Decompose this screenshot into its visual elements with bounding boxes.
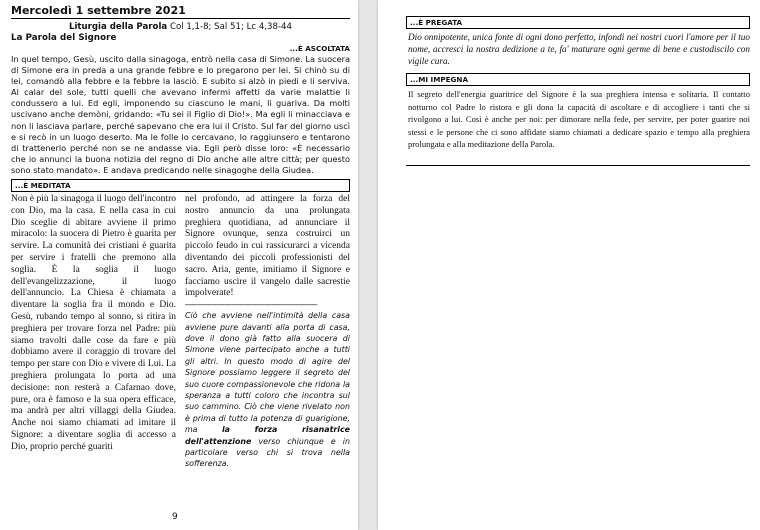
ascoltata-label: ...È ASCOLTATA	[289, 44, 350, 53]
right-page	[378, 0, 760, 530]
reflection-bold-phrase: la forza risanatrice dell'attenzione	[185, 425, 350, 446]
closing-rule	[406, 165, 750, 166]
dashed-divider: -------------------------------------------------------------	[185, 300, 318, 310]
impegna-header: ...MI IMPEGNA	[406, 73, 750, 86]
meditation-column-2	[185, 194, 350, 470]
left-page	[0, 0, 358, 530]
reflection-italic-text	[185, 310, 350, 470]
reflection-text-part-2: verso chiunque e in particolare verso chi si trova nella sofferenza.	[185, 436, 350, 469]
liturgy-references: Col 1,1-8; Sal 51; Lc 4,38-44	[169, 22, 292, 32]
commitment-text: Il segreto dell'energia guaritrice del Signore è la sua preghiera intensa e solitaria. Il contatto notturno col Padre lo ristora e gli dona la capacità di ascoltare e di accogliere i tanti che si rivolgono a lui. Così è anche per noi: per dimorare nella fede, per servire, per poter guarire noi stessi e le persone che ci sono affidate siamo chiamati a dedicare spazio e tempo alla preghiera prolungata e alla meditazione della Parola.	[408, 89, 750, 149]
reflection-text-part-1: Ciò che avviene nell'intimità della casa avviene pure davanti alla porta di casa, dove il dono già fatto alla suocera di Simone viene partecipato anche a tutti gli altri. In questo modo di agire del Signore possiamo leggere il segreto del suo cuore compassionevole che ridona la speranza a tutti coloro che incontra sul suo cammino. Ciò che viene rivelato non è prima di tutto la potenza di guarigione, ma	[185, 311, 350, 435]
impegna-section	[406, 73, 750, 151]
prayer-text: Dio onnipotente, unica fonte di ogni dono perfetto, infondi nei nostri cuori l'amore per il tuo nome, accresci la nostra dedizione a te, fa' maturare ogni germe di bene e custodiscilo con vigile cura.	[408, 32, 750, 66]
liturgy-line	[11, 21, 350, 33]
date-heading: Mercoledì 1 settembre 2021	[11, 4, 350, 19]
gospel-text: In quel tempo, Gesù, uscito dalla sinagoga, entrò nella casa di Simone. La suocera di Simone era in preda a una grande febbre e lo pregarono per lei. Si chinò su di lei, comandò alla febbre e la febbre la lasciò. E subito si alzò in piedi e li serviva. Al calar del sole, tutti quelli che avevano infermi affetti da varie malattie li condussero a lui. Ed egli, imponendo su ciascuno le mani, li guariva. Da molti uscivano anche demòni, gridando: «Tu sei il Figlio di Dio!». Ma egli li minacciava e non li lasciava parlare, perché sapevano che era lui il Cristo. Sul far del giorno uscì e si recò in un luogo deserto. Ma le folle lo cercavano, lo raggiunsero e tentarono di trattenerlo perché non se ne andasse via. Egli però disse loro: «È necessario che io annunci la buona notizia del regno di Dio anche alle altre città; per questo sono stato mandato». E andava predicando nelle sinagoghe della Giudea.	[11, 54, 350, 175]
meditation-text-2: nel profondo, ad attingere la forza del nostro annuncio da una prolungata preghiera quotidiana, ad annunciare il Signore ovunque, senza costruirci un piccolo feudo in cui rassicurarci a vicenda diventando dei piccoli professionisti del sacro. Aria, gente, imitiamo il Signore e facciamo uscire il vangelo dalle sacrestie impolverate!	[185, 194, 350, 299]
pregata-section	[406, 16, 750, 67]
meditata-header: ...È MEDITATA	[11, 179, 350, 192]
section-title: La Parola del Signore	[11, 33, 117, 43]
pregata-header: ...È PREGATA	[406, 16, 750, 29]
liturgy-label: Liturgia della Parola	[69, 22, 168, 32]
page-number: 9	[172, 512, 178, 522]
meditation-columns	[11, 194, 350, 470]
meditation-column-1: Non è più la sinagoga il luogo dell'incontro con Dio, ma la casa. E nella casa in cui Dio sceglie di abitare avviene il primo miracolo: la suocera di Pietro è guarita per servire. La comunità dei cristiani è guarita per servire i fratelli che premono alla soglia. È la soglia il luogo dell'evangelizzazione, il luogo dell'annuncio. La Chiesa è chiamata a diventare la soglia fra il mondo e Dio. Gesù, rubando tempo al sonno, si ritira in preghiera per trovare forza nel Padre: più siamo travolti dalle cose da fare e più dobbiamo avere il coraggio di trovare del tempo per stare con Dio e vivere di Lui. La preghiera prolungata lo porta ad una decisione: non resterà a Cafarnao dove, pure, ora è famoso e la sua opera efficace, ma andrà per altri villaggi della Giudea. Anche noi siamo chiamati ad imitare il Signore: a diventare soglia di accesso a Dio, proprio perché guariti	[11, 194, 176, 452]
